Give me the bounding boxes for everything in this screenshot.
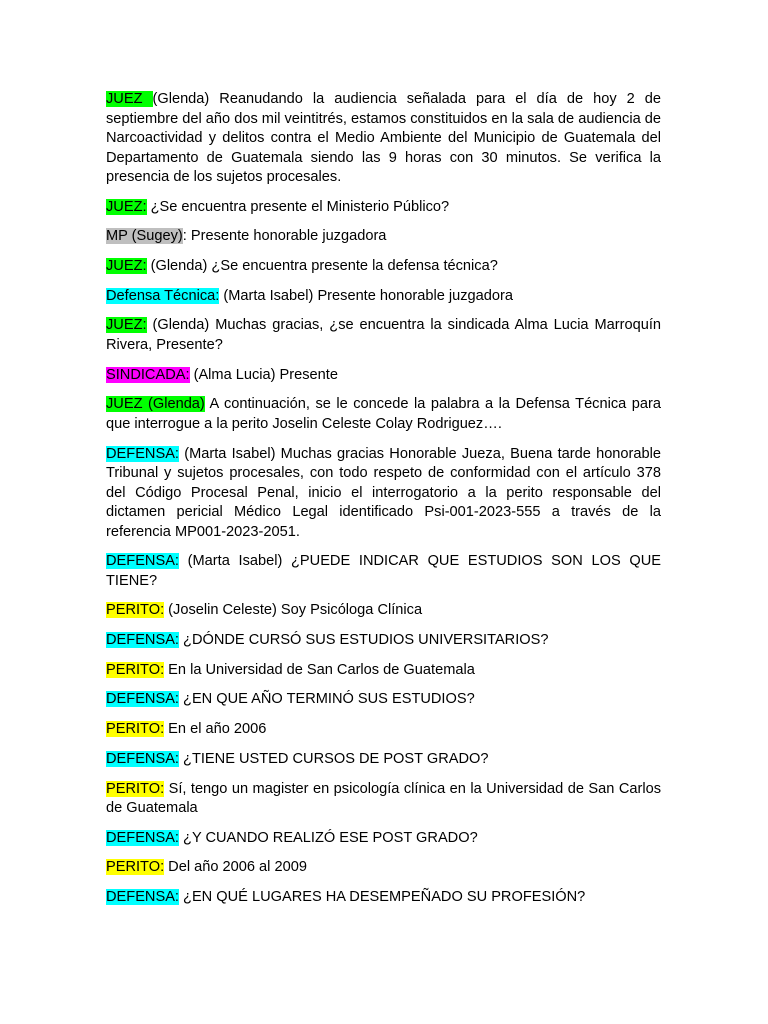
transcript-entry — [106, 858, 661, 878]
entry-text: Sí, tengo un magister en psicología clínica en la Universidad de San Carlos de Guatemala — [106, 780, 661, 816]
entry-text: (Glenda) ¿Se encuentra presente la defensa técnica? — [146, 258, 498, 275]
transcript-entry — [106, 661, 661, 681]
transcript-entry — [106, 601, 661, 621]
speaker-label: PERITO: — [106, 859, 165, 876]
speaker-label: PERITO: — [106, 602, 165, 619]
entry-text: A continuación, se le concede la palabra a la Defensa Técnica para que interrogue a la perito Joselin Celeste Colay Rodriguez…. — [106, 396, 661, 432]
speaker-label: DEFENSA: — [106, 889, 179, 906]
speaker-label: Defensa Técnica: — [106, 287, 220, 304]
transcript-entry — [106, 198, 661, 218]
entry-text: : Presente honorable juzgadora — [182, 228, 387, 245]
speaker-label: DEFENSA: — [106, 829, 179, 846]
entry-text: (Marta Isabel) ¿PUEDE INDICAR QUE ESTUDIOS SON LOS QUE TIENE? — [106, 553, 661, 589]
speaker-label: DEFENSA: — [106, 691, 179, 708]
speaker-label: DEFENSA: — [106, 445, 179, 462]
entry-text: ¿EN QUÉ LUGARES HA DESEMPEÑADO SU PROFESIÓN? — [178, 889, 586, 906]
transcript-entry — [106, 829, 661, 849]
speaker-label: PERITO: — [106, 780, 165, 797]
speaker-label: DEFENSA: — [106, 632, 179, 649]
speaker-label: JUEZ: — [106, 317, 147, 334]
transcript-entry — [106, 90, 661, 188]
transcript-entry — [106, 552, 661, 591]
transcript-entry — [106, 445, 661, 543]
entry-text: ¿TIENE USTED CURSOS DE POST GRADO? — [178, 750, 489, 767]
speaker-label: JUEZ — [106, 91, 153, 107]
entry-text: (Glenda) Reanudando la audiencia señalada para el día de hoy 2 de septiembre del año dos mil veintitrés, estamos constituidos en la sala de audiencia de Narcoactividad y delitos contra el Medio Ambiente del Municipio de Guatemala del Departamento de Guatemala siendo las 9 horas con 30 minutos. Se verifica la presencia de los sujetos procesales. — [106, 91, 661, 185]
entry-text: (Glenda) Muchas gracias, ¿se encuentra la sindicada Alma Lucia Marroquín Rivera, Presente? — [106, 317, 661, 353]
speaker-label: PERITO: — [106, 661, 165, 678]
transcript-entry — [106, 631, 661, 651]
speaker-label: SINDICADA: — [106, 366, 190, 383]
transcript-entry — [106, 316, 661, 355]
transcript-entry — [106, 395, 661, 434]
entry-text: (Alma Lucia) Presente — [189, 366, 338, 383]
entry-text: ¿EN QUE AÑO TERMINÓ SUS ESTUDIOS? — [178, 691, 475, 708]
entry-text: ¿Se encuentra presente el Ministerio Público? — [146, 198, 450, 215]
speaker-label: DEFENSA: — [106, 750, 179, 767]
speaker-label: JUEZ: — [106, 258, 147, 275]
transcript-entry — [106, 257, 661, 277]
transcript-entry — [106, 720, 661, 740]
transcript-entry — [106, 690, 661, 710]
speaker-label: MP (Sugey) — [106, 228, 183, 245]
entry-text: Del año 2006 al 2009 — [164, 859, 307, 876]
transcript-entry — [106, 366, 661, 386]
speaker-label: PERITO: — [106, 721, 165, 738]
transcript-entry — [106, 227, 661, 247]
transcript-page — [106, 90, 661, 918]
transcript-entry — [106, 287, 661, 307]
entry-text: En la Universidad de San Carlos de Guatemala — [164, 661, 475, 678]
speaker-label: DEFENSA: — [106, 553, 179, 570]
speaker-label: JUEZ (Glenda) — [106, 396, 205, 413]
entry-text: En el año 2006 — [164, 721, 267, 738]
entry-text: (Marta Isabel) Muchas gracias Honorable Jueza, Buena tarde honorable Tribunal y sujetos procesales, con todo respeto de conformidad con el artículo 378 del Código Procesal Penal, inicio el interrogatorio a la perito responsable del dictamen pericial Médico Legal identificado Psi-001-2023-555 a través de la referencia MP001-2023-2051. — [106, 445, 661, 540]
entry-text: (Joselin Celeste) Soy Psicóloga Clínica — [164, 602, 423, 619]
transcript-entry — [106, 750, 661, 770]
entry-text: (Marta Isabel) Presente honorable juzgadora — [219, 287, 513, 304]
transcript-entry — [106, 780, 661, 819]
entry-text: ¿DÓNDE CURSÓ SUS ESTUDIOS UNIVERSITARIOS? — [178, 632, 549, 649]
entry-text: ¿Y CUANDO REALIZÓ ESE POST GRADO? — [178, 829, 478, 846]
speaker-label: JUEZ: — [106, 198, 147, 215]
transcript-entry — [106, 888, 661, 908]
